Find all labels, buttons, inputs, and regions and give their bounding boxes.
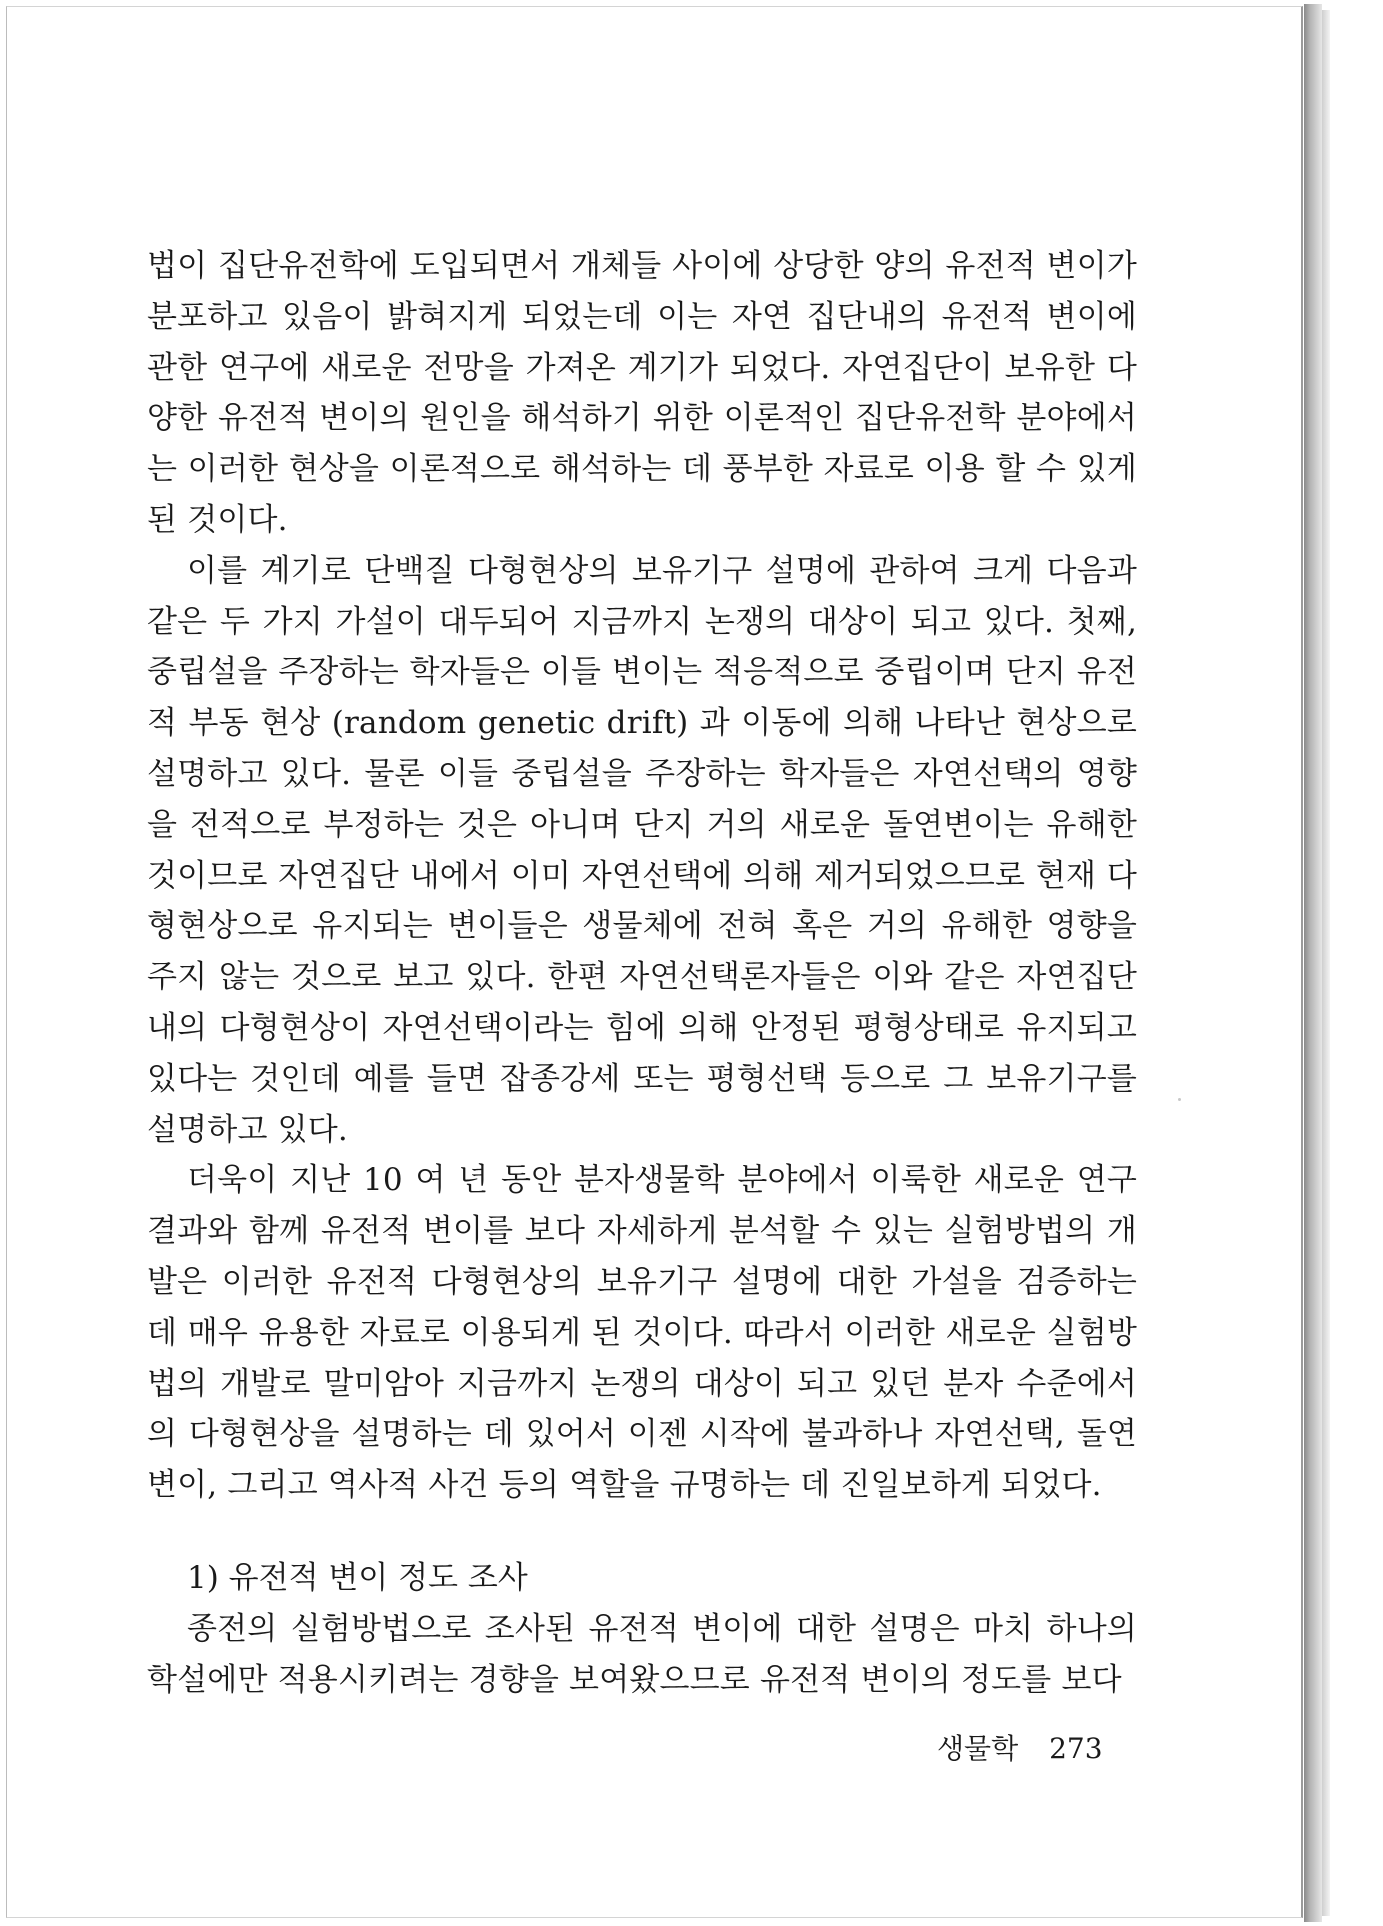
section-heading: 1) 유전적 변이 정도 조사 (187, 1559, 528, 1596)
paragraph-2: 이를 계기로 단백질 다형현상의 보유기구 설명에 관하여 크게 다음과 같은 두 가지 가설이 대두되어 지금까지 논쟁의 대상이 되고 있다. 첫째, 중립설을 주장하는 학자들은 이들 변이는 적응적으로 중립이며 단지 유전적 부동 현상 (random genetic drift) 과 이동에 의해 나타난 현상으로 설명하고 있다. 물론 이들 중립설을 주장하는 학자들은 자연선택의 영향을 전적으로 부정하는 것은 아니며 단지 거의 새로운 돌연변이는 유해한 것이므로 자연집단 내에서 이미 자연선택에 의해 제거되었으므로 현재 다형현상으로 유지되는 변이들은 생물체에 전혀 혹은 거의 유해한 영향을 주지 않는 것으로 보고 있다. 한편 자연선택론자들은 이와 같은 자연집단내의 다형현상이 자연선택이라는 힘에 의해 안정된 평형상태로 유지되고 있다는 것인데 예를 들면 잡종강세 또는 평형선택 등으로 그 보유기구를 설명하고 있다. (147, 552, 1137, 1148)
book-page (6, 6, 1303, 1918)
page-number: 273 (1049, 1732, 1103, 1765)
page-edge-highlight (1322, 10, 1330, 1916)
paragraph-1: 법이 집단유전학에 도입되면서 개체들 사이에 상당한 양의 유전적 변이가 분포하고 있음이 밝혀지게 되었는데 이는 자연 집단내의 유전적 변이에 관한 연구에 새로운 전망을 가져온 계기가 되었다. 자연집단이 보유한 다양한 유전적 변이의 원인을 해석하기 위한 이론적인 집단유전학 분야에서는 이러한 현상을 이론적으로 해석하는 데 풍부한 자료로 이용 할 수 있게 된 것이다. (147, 248, 1137, 538)
running-head: 생물학 (937, 1732, 1019, 1765)
section-paragraph: 종전의 실험방법으로 조사된 유전적 변이에 대한 설명은 마치 하나의 학설에만 적용시키려는 경향을 보여왔으므로 유전적 변이의 정도를 보다 (147, 1610, 1137, 1698)
page-footer (937, 1729, 1103, 1769)
page-edge-shadow (1304, 4, 1322, 1922)
paragraph-3: 더욱이 지난 10 여 년 동안 분자생물학 분야에서 이룩한 새로운 연구결과와 함께 유전적 변이를 보다 자세하게 분석할 수 있는 실험방법의 개발은 이러한 유전적 다형현상의 보유기구 설명에 대한 가설을 검증하는 데 매우 유용한 자료로 이용되게 된 것이다. 따라서 이러한 새로운 실험방법의 개발로 말미암아 지금까지 논쟁의 대상이 되고 있던 분자 수준에서의 다형현상을 설명하는 데 있어서 이젠 시작에 불과하나 자연선택, 돌연변이, 그리고 역사적 사건 등의 역할을 규명하는 데 진일보하게 되었다. (147, 1162, 1137, 1504)
body-text (147, 241, 1137, 1705)
scan-speck (1178, 1098, 1181, 1101)
